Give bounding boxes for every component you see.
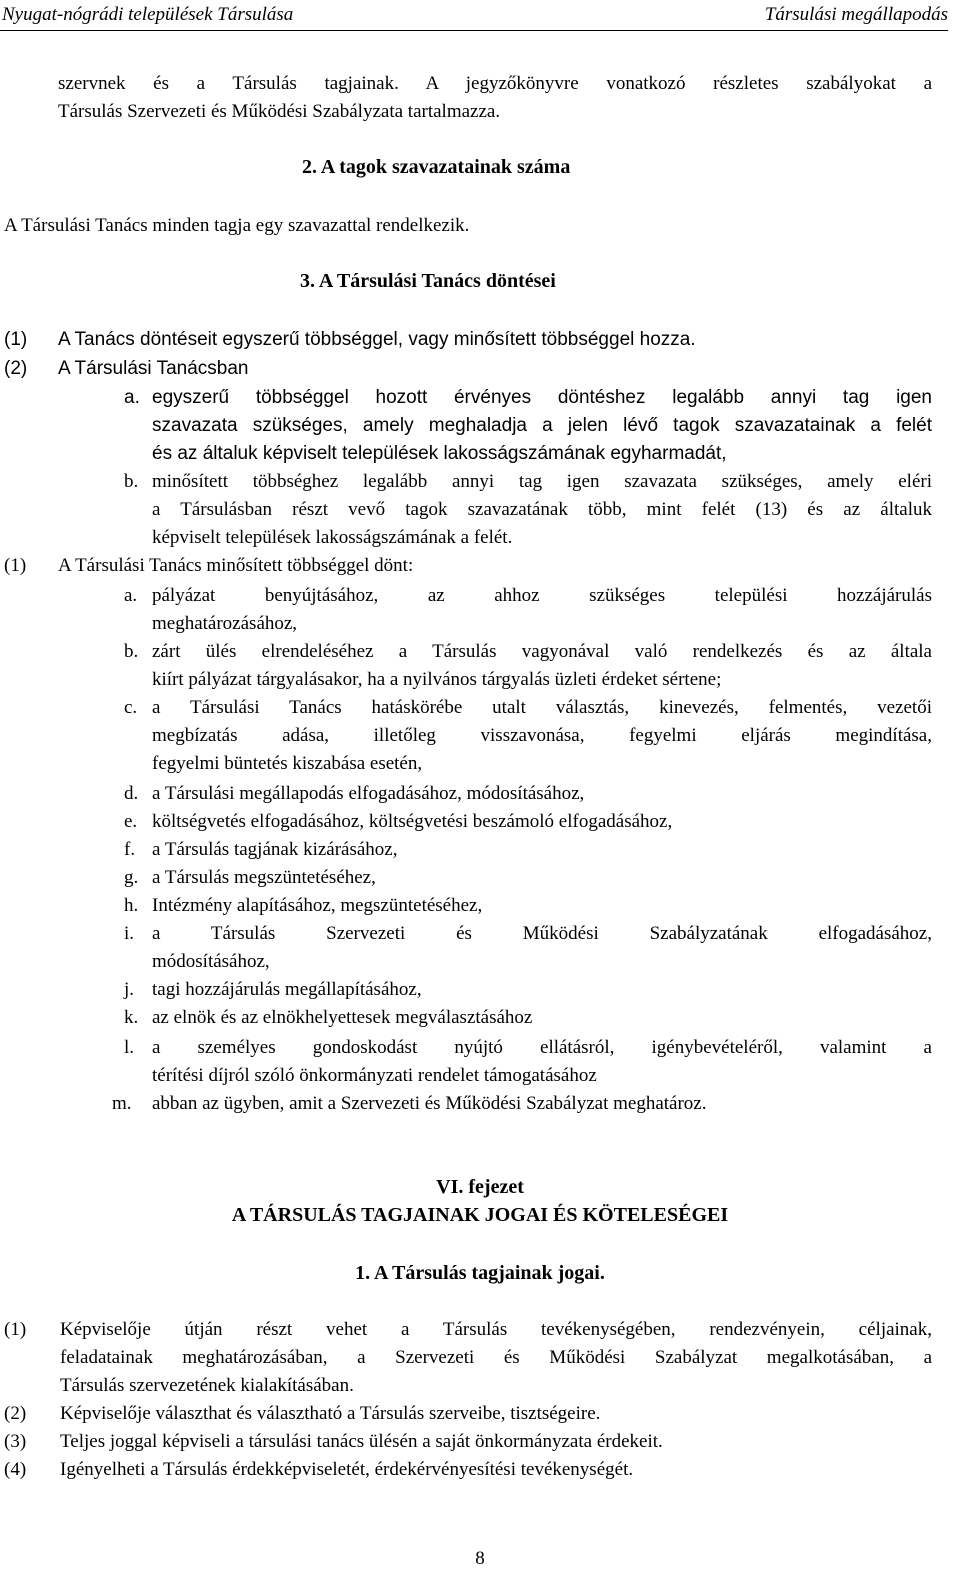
list-line: megbízatás adása, illetőleg visszavonása, fegyelmi eljárás megindítása,: [152, 725, 932, 746]
list-line: a Társulás Szervezeti és Működési Szabályzatának elfogadásához,: [152, 923, 932, 944]
paragraph-label: (4): [4, 1459, 27, 1480]
list-line: a Társulás tagjának kizárásához,: [152, 839, 398, 860]
list-label: f.: [124, 839, 136, 860]
paragraph-label: (2): [4, 1403, 27, 1424]
list-label: d.: [124, 783, 139, 804]
paragraph-line: feladatainak meghatározásában, a Szervezeti és Működési Szabályzat megalkotásában, a: [60, 1347, 932, 1368]
intro-line-2: Társulás Szervezeti és Működési Szabályzata tartalmazza.: [58, 101, 501, 122]
paragraph-text: A Tanács döntéseit egyszerű többséggel, vagy minősített többséggel hozza.: [58, 329, 696, 350]
list-line: egyszerű többséggel hozott érvényes döntéshez legalább annyi tag igen: [152, 387, 932, 408]
paragraph-line: Képviselője választhat és választható a Társulás szerveibe, tisztségeire.: [60, 1403, 601, 1424]
paragraph-line: Képviselője útján részt vehet a Társulás tevékenységében, rendezvényein, céljainak,: [60, 1319, 932, 1340]
paragraph-text: A Társulási Tanács minősített többséggel dönt:: [58, 555, 414, 576]
paragraph-line: Igényelheti a Társulás érdekképviseletét, érdekérvényesítési tevékenységét.: [60, 1459, 634, 1480]
list-line: szavazata szükséges, amely meghaladja a jelen lévő tagok szavazatainak a felét: [152, 415, 932, 436]
list-line: a Társulás megszüntetéséhez,: [152, 867, 376, 888]
list-label: k.: [124, 1007, 139, 1028]
list-label: m.: [112, 1093, 132, 1114]
list-label: l.: [124, 1037, 135, 1058]
list-line: pályázat benyújtásához, az ahhoz szükséges települési hozzájárulás: [152, 585, 932, 606]
list-label: a.: [124, 387, 140, 408]
paragraph-label: (1): [4, 555, 27, 576]
paragraph-label: (1): [4, 1319, 27, 1340]
paragraph-label: (2): [4, 358, 28, 379]
list-line: képviselt települések lakosságszámának a felét.: [152, 527, 513, 548]
list-label: g.: [124, 867, 139, 888]
list-line: térítési díjról szóló önkormányzati rendelet támogatásához: [152, 1065, 597, 1086]
list-line: abban az ügyben, amit a Szervezeti és Működési Szabályzat meghatároz.: [152, 1093, 707, 1114]
list-label: e.: [124, 811, 138, 832]
list-label: j.: [124, 979, 135, 1000]
list-label: a.: [124, 585, 138, 606]
list-line: zárt ülés elrendeléséhez a Társulás vagyonával való rendelkezés és az általa: [152, 641, 932, 662]
list-label: b.: [124, 641, 139, 662]
chapter-subheading: 1. A Társulás tagjainak jogai.: [355, 1262, 605, 1284]
section-2-heading: 2. A tagok szavazatainak száma: [302, 156, 571, 178]
list-line: a Társulásban részt vevő tagok szavazatának több, mint felét (13) és az általuk: [152, 499, 932, 520]
paragraph-label: (1): [4, 329, 28, 350]
paragraph-line: Teljes joggal képviseli a társulási tanács ülésén a saját önkormányzata érdekeit.: [60, 1431, 663, 1452]
header-document-title: Társulási megállapodás: [764, 4, 948, 25]
list-line: az elnök és az elnökhelyettesek megválasztásához: [152, 1007, 533, 1028]
list-line: költségvetés elfogadásához, költségvetési beszámoló elfogadásához,: [152, 811, 673, 832]
list-label: b.: [124, 471, 139, 492]
list-label: c.: [124, 697, 138, 718]
list-label: i.: [124, 923, 135, 944]
list-line: a személyes gondoskodást nyújtó ellátásról, igénybevételéről, valamint a: [152, 1037, 932, 1058]
chapter-number: VI. fejezet: [436, 1176, 524, 1198]
section-2-text: A Társulási Tanács minden tagja egy szavazattal rendelkezik.: [4, 215, 470, 236]
list-line: tagi hozzájárulás megállapításához,: [152, 979, 422, 1000]
list-line: minősített többséghez legalább annyi tag igen szavazata szükséges, amely eléri: [152, 471, 932, 492]
header-organization: Nyugat-nógrádi települések Társulása: [2, 4, 294, 25]
list-line: módosításához,: [152, 951, 270, 972]
section-3-heading: 3. A Társulási Tanács döntései: [300, 270, 556, 292]
chapter-title: A TÁRSULÁS TAGJAINAK JOGAI ÉS KÖTELESÉGEI: [231, 1204, 729, 1226]
list-line: és az általuk képviselt települések lakosságszámának egyharmadát,: [152, 443, 727, 464]
list-line: a Társulási Tanács hatáskörébe utalt választás, kinevezés, felmentés, vezetői: [152, 697, 932, 718]
paragraph-text: A Társulási Tanácsban: [58, 358, 249, 379]
page-number: 8: [475, 1548, 485, 1569]
intro-line-1: szervnek és a Társulás tagjainak. A jegyzőkönyvre vonatkozó részletes szabályokat a: [58, 73, 932, 94]
list-line: Intézmény alapításához, megszüntetéséhez,: [152, 895, 483, 916]
paragraph-label: (3): [4, 1431, 27, 1452]
list-label: h.: [124, 895, 139, 916]
list-line: meghatározásához,: [152, 613, 298, 634]
list-line: a Társulási megállapodás elfogadásához, módosításához,: [152, 783, 585, 804]
list-line: kiírt pályázat tárgyalásakor, ha a nyilvános tárgyalás üzleti érdeket sértene;: [152, 669, 722, 690]
paragraph-line: Társulás szervezetének kialakításában.: [60, 1375, 354, 1396]
list-line: fegyelmi büntetés kiszabása esetén,: [152, 753, 423, 774]
page-header: [0, 0, 948, 31]
